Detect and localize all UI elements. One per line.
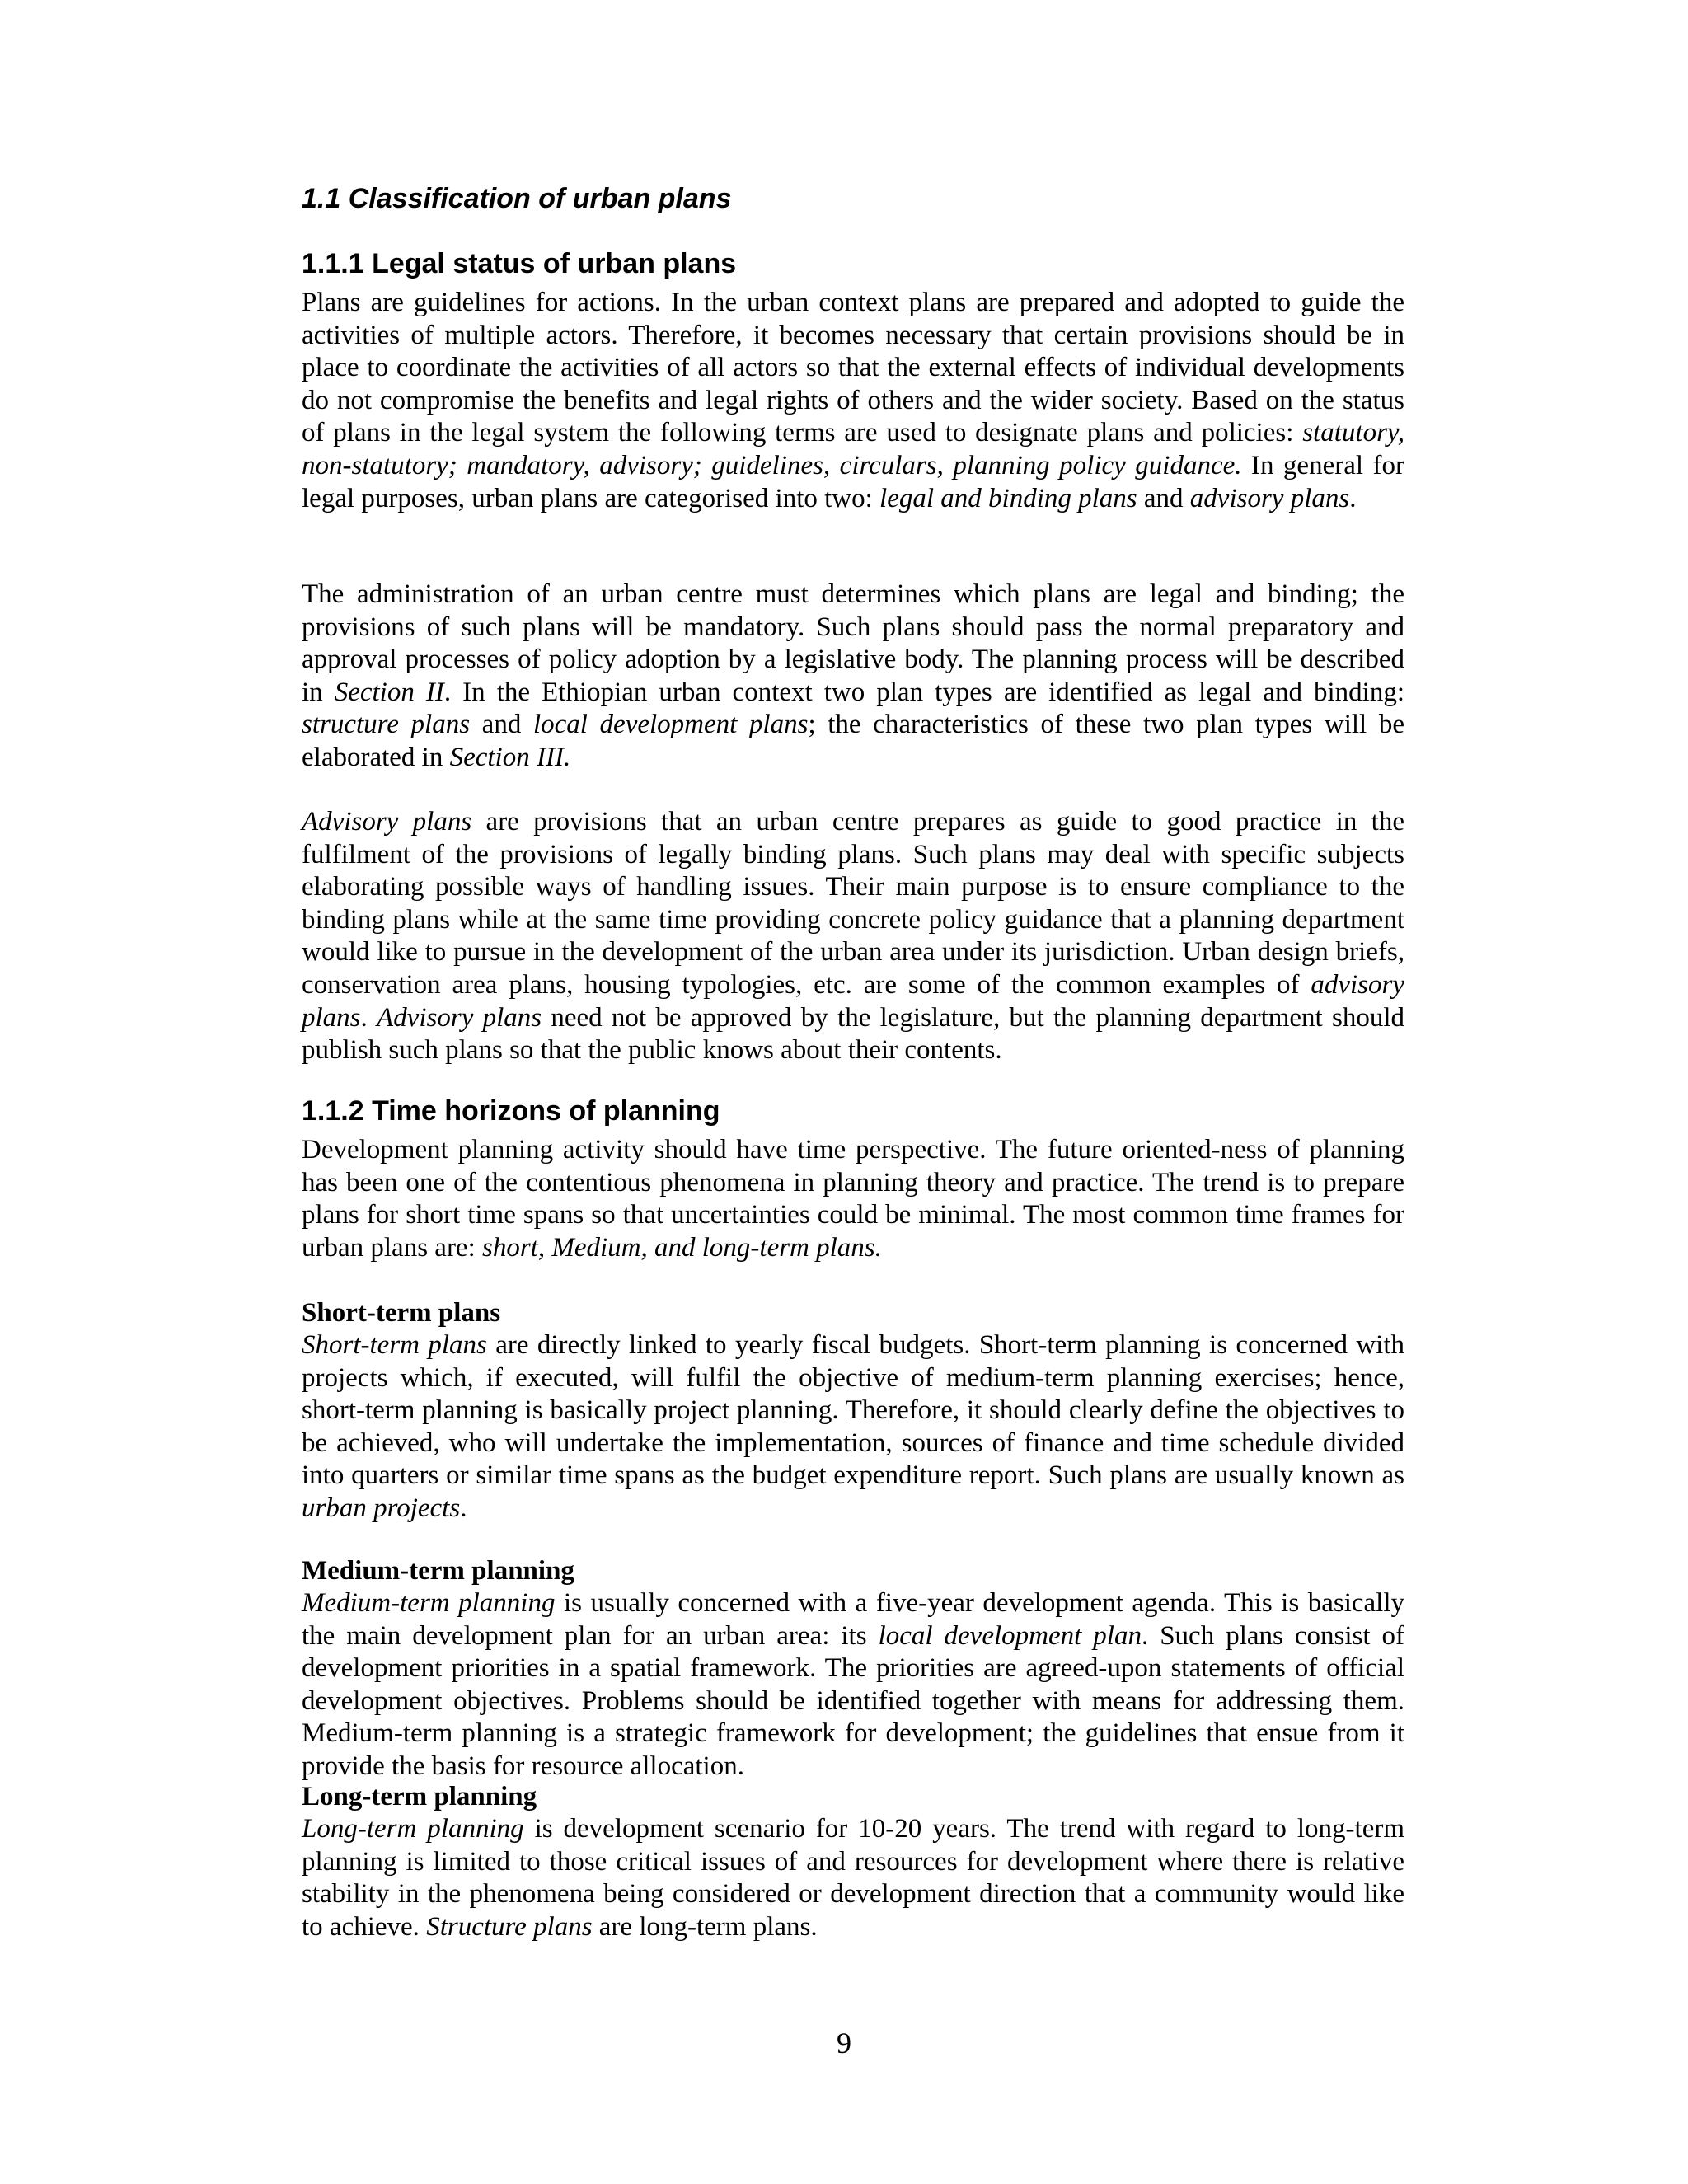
italic-run: local development plan (878, 1620, 1142, 1651)
text-run: and (1137, 483, 1190, 513)
heading-legal-status: 1.1.1 Legal status of urban plans (302, 248, 737, 279)
italic-run: short, Medium, and long-term plans. (482, 1232, 882, 1263)
italic-run: structure plans (302, 710, 471, 740)
italic-run: Long-term planning (302, 1814, 524, 1844)
italic-run: legal and binding plans (879, 483, 1137, 513)
heading-medium-term: Medium-term planning (302, 1556, 574, 1586)
italic-run: Short-term plans (302, 1330, 487, 1360)
paragraph-time-horizons (302, 1134, 1404, 1264)
text-run: are long-term plans. (592, 1911, 818, 1942)
italic-run: Section III. (449, 742, 571, 772)
text-run: is development scenario for 10-20 years. The trend with regard to long-term planning is limited to those critical issues of and resources for development where there is relative stability in the phenomena being considered or development direction that a community would like to achieve. (302, 1814, 1404, 1942)
text-run: Development planning activity should have time perspective. The future oriented-ness of planning has been one of the contentious phenomena in planning theory and practice. The trend is to prepare plans for short time spans so that uncertainties could be minimal. The most common time frames for urban plans are: (302, 1135, 1404, 1263)
italic-run: statutory, non-statutory; mandatory, advisory; guidelines, circulars, planning policy guidance. (302, 418, 1404, 480)
text-run: . (1349, 483, 1357, 513)
text-run: In general for legal purposes, urban plans are categorised into two: (302, 450, 1404, 513)
italic-run: Advisory plans (302, 807, 472, 837)
page-number: 9 (837, 2027, 851, 2060)
text-run: . (460, 1493, 467, 1523)
heading-time-horizons: 1.1.2 Time horizons of planning (302, 1095, 720, 1127)
paragraph-long-term (302, 1813, 1404, 1943)
text-run: is usually concerned with a five-year development agenda. This is basically the main development plan for an urban area: its (302, 1588, 1405, 1651)
text-run: are provisions that an urban centre prepares as guide to good practice in the fulfilment of the provisions of legally binding plans. Such plans may deal with specific subjects elaborating possible ways of handling issues. Their main purpose is to ensure compliance to the binding plans while at the same time providing concrete policy guidance that a planning department would like to pursue in the development of the urban area under its jurisdiction. Urban design briefs, conservation area plans, housing typologies, etc. are some of the common examples of (302, 807, 1404, 1000)
text-run: . Such plans consist of development priorities in a spatial framework. The priorities are agreed-upon statements of official development objectives. Problems should be identified together with means for addressing them. Medium-term planning is a strategic framework for development; the guidelines that ensue from it provide the basis for resource allocation. (302, 1620, 1404, 1781)
paragraph-short-term (302, 1329, 1404, 1526)
paragraph-legal-status-2 (302, 579, 1404, 775)
text-run: . (360, 1002, 377, 1033)
text-run: and (470, 710, 533, 740)
italic-run: local development plans (532, 710, 809, 740)
text-run: The administration of an urban centre must determines which plans are legal and binding; the provisions of such plans will be mandatory. Such plans should pass the normal preparatory and approval processes of policy adoption by a legislative body. The planning process will be described in (302, 579, 1404, 707)
text-run: are directly linked to yearly fiscal budgets. Short-term planning is concerned with projects which, if executed, will fulfil the objective of medium-term planning exercises; hence, short-term planning is basically project planning. Therefore, it should clearly define the objectives to be achieved, who will undertake the implementation, sources of finance and time schedule divided into quarters or similar time spans as the budget expenditure report. Such plans are usually known as (302, 1330, 1405, 1491)
italic-run: urban projects (302, 1493, 461, 1523)
paragraph-medium-term (302, 1587, 1404, 1783)
text-run: need not be approved by the legislature, but the planning department should publish such plans so that the public knows about their contents. (302, 1002, 1404, 1066)
paragraph-legal-status-1 (302, 287, 1404, 515)
heading-short-term: Short-term plans (302, 1298, 501, 1328)
italic-run: Section II (334, 677, 444, 707)
text-run: . In the Ethiopian urban context two plan types are identified as legal and binding: (443, 677, 1405, 707)
text-run: ; the characteristics of these two plan types will be elaborated in (302, 710, 1404, 772)
section-title: 1.1 Classification of urban plans (302, 183, 732, 214)
italic-run: Structure plans (426, 1911, 593, 1942)
italic-run: Advisory plans (377, 1002, 542, 1033)
text-run: Plans are guidelines for actions. In the urban context plans are prepared and adopted to guide the activities of multiple actors. Therefore, it becomes necessary that certain provisions should be in place to coordinate the activities of all actors so that the external effects of individual developments do not compromise the benefits and legal rights of others and the wider society. Based on the status of plans in the legal system the following terms are used to designate plans and policies: (302, 288, 1404, 448)
italic-run: advisory plans (302, 969, 1404, 1033)
heading-long-term: Long-term planning (302, 1782, 537, 1811)
italic-run: advisory plans (1189, 483, 1350, 513)
paragraph-advisory-plans (302, 806, 1404, 1067)
italic-run: Medium-term planning (302, 1588, 556, 1618)
